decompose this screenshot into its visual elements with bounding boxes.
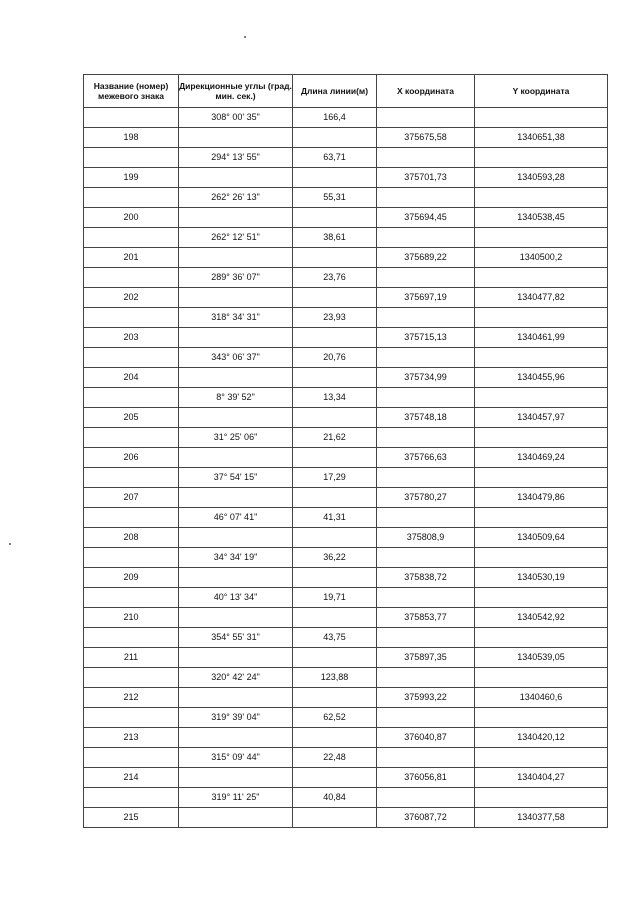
- line-length-cell: [293, 488, 377, 508]
- x-coordinate-cell: 376056,81: [377, 768, 475, 788]
- x-coordinate-cell: [377, 388, 475, 408]
- bearing-angle-cell: 319° 39' 04": [179, 708, 293, 728]
- x-coordinate-cell: [377, 748, 475, 768]
- marker-name-cell: 209: [84, 568, 179, 588]
- table-row: [84, 708, 608, 728]
- y-coordinate-cell: [475, 228, 608, 248]
- x-coordinate-cell: 375897,35: [377, 648, 475, 668]
- table-row: [84, 328, 608, 348]
- table-row: [84, 268, 608, 288]
- x-coordinate-cell: 375748,18: [377, 408, 475, 428]
- y-coordinate-cell: [475, 748, 608, 768]
- marker-name-cell: 214: [84, 768, 179, 788]
- table-row: [84, 348, 608, 368]
- marker-name-cell: [84, 228, 179, 248]
- bearing-angle-cell: 315° 09' 44": [179, 748, 293, 768]
- header-bearing-angle: Дирекционные углы (град. мин. сек.): [179, 75, 293, 108]
- bearing-angle-cell: 343° 06' 37": [179, 348, 293, 368]
- y-coordinate-cell: 1340651,38: [475, 128, 608, 148]
- x-coordinate-cell: [377, 268, 475, 288]
- y-coordinate-cell: [475, 548, 608, 568]
- table-row: [84, 808, 608, 828]
- table-row: [84, 528, 608, 548]
- table-row: [84, 488, 608, 508]
- x-coordinate-cell: [377, 188, 475, 208]
- line-length-cell: 23,76: [293, 268, 377, 288]
- bearing-angle-cell: 40° 13' 34": [179, 588, 293, 608]
- x-coordinate-cell: 375675,58: [377, 128, 475, 148]
- x-coordinate-cell: [377, 668, 475, 688]
- bearing-angle-cell: [179, 248, 293, 268]
- line-length-cell: 22,48: [293, 748, 377, 768]
- bearing-angle-cell: 294° 13' 55": [179, 148, 293, 168]
- y-coordinate-cell: 1340460,6: [475, 688, 608, 708]
- x-coordinate-cell: [377, 508, 475, 528]
- bearing-angle-cell: [179, 128, 293, 148]
- line-length-cell: 41,31: [293, 508, 377, 528]
- table-row: [84, 108, 608, 128]
- bearing-angle-cell: [179, 288, 293, 308]
- line-length-cell: 20,76: [293, 348, 377, 368]
- line-length-cell: [293, 248, 377, 268]
- marker-name-cell: 208: [84, 528, 179, 548]
- line-length-cell: [293, 448, 377, 468]
- table-row: [84, 288, 608, 308]
- x-coordinate-cell: [377, 148, 475, 168]
- marker-name-cell: 205: [84, 408, 179, 428]
- bearing-angle-cell: 262° 26' 13": [179, 188, 293, 208]
- bearing-angle-cell: [179, 168, 293, 188]
- bearing-angle-cell: 37° 54' 15": [179, 468, 293, 488]
- line-length-cell: 40,84: [293, 788, 377, 808]
- line-length-cell: [293, 568, 377, 588]
- x-coordinate-cell: [377, 788, 475, 808]
- y-coordinate-cell: [475, 508, 608, 528]
- table-row: [84, 428, 608, 448]
- bearing-angle-cell: 354° 55' 31": [179, 628, 293, 648]
- y-coordinate-cell: [475, 788, 608, 808]
- marker-name-cell: 202: [84, 288, 179, 308]
- marker-name-cell: [84, 668, 179, 688]
- y-coordinate-cell: [475, 188, 608, 208]
- table-row: [84, 408, 608, 428]
- marker-name-cell: [84, 348, 179, 368]
- marker-name-cell: 213: [84, 728, 179, 748]
- x-coordinate-cell: 375838,72: [377, 568, 475, 588]
- y-coordinate-cell: 1340457,97: [475, 408, 608, 428]
- y-coordinate-cell: [475, 308, 608, 328]
- bearing-angle-cell: [179, 568, 293, 588]
- marker-name-cell: 203: [84, 328, 179, 348]
- header-marker-name: Название (номер) межевого знака: [84, 75, 179, 108]
- x-coordinate-cell: 376040,87: [377, 728, 475, 748]
- table-body: [84, 108, 608, 828]
- table-row: [84, 188, 608, 208]
- table-header: [84, 75, 608, 108]
- marker-name-cell: 211: [84, 648, 179, 668]
- bearing-angle-cell: 31° 25' 06": [179, 428, 293, 448]
- line-length-cell: 23,93: [293, 308, 377, 328]
- x-coordinate-cell: [377, 628, 475, 648]
- line-length-cell: 55,31: [293, 188, 377, 208]
- y-coordinate-cell: 1340593,28: [475, 168, 608, 188]
- table-row: [84, 468, 608, 488]
- table-row: [84, 688, 608, 708]
- table-row: [84, 508, 608, 528]
- y-coordinate-cell: 1340461,99: [475, 328, 608, 348]
- bearing-angle-cell: [179, 728, 293, 748]
- line-length-cell: 166,4: [293, 108, 377, 128]
- marker-name-cell: [84, 108, 179, 128]
- marker-name-cell: [84, 308, 179, 328]
- x-coordinate-cell: 375993,22: [377, 688, 475, 708]
- line-length-cell: 21,62: [293, 428, 377, 448]
- marker-name-cell: [84, 548, 179, 568]
- line-length-cell: [293, 368, 377, 388]
- table-row: [84, 748, 608, 768]
- table-row: [84, 228, 608, 248]
- line-length-cell: 38,61: [293, 228, 377, 248]
- bearing-angle-cell: 319° 11' 25": [179, 788, 293, 808]
- x-coordinate-cell: 375853,77: [377, 608, 475, 628]
- scan-speck-top: [244, 36, 246, 38]
- table-row: [84, 728, 608, 748]
- line-length-cell: 13,34: [293, 388, 377, 408]
- x-coordinate-cell: 375780,27: [377, 488, 475, 508]
- marker-name-cell: 212: [84, 688, 179, 708]
- bearing-angle-cell: 34° 34' 19": [179, 548, 293, 568]
- x-coordinate-cell: 375734,99: [377, 368, 475, 388]
- x-coordinate-cell: 375697,19: [377, 288, 475, 308]
- y-coordinate-cell: 1340377,58: [475, 808, 608, 828]
- table-row: [84, 548, 608, 568]
- y-coordinate-cell: [475, 148, 608, 168]
- table-row: [84, 448, 608, 468]
- line-length-cell: [293, 728, 377, 748]
- y-coordinate-cell: [475, 268, 608, 288]
- marker-name-cell: [84, 268, 179, 288]
- x-coordinate-cell: [377, 348, 475, 368]
- table-row: [84, 168, 608, 188]
- bearing-angle-cell: [179, 488, 293, 508]
- line-length-cell: [293, 408, 377, 428]
- x-coordinate-cell: 375694,45: [377, 208, 475, 228]
- header-row: [84, 75, 608, 108]
- line-length-cell: [293, 208, 377, 228]
- line-length-cell: [293, 808, 377, 828]
- line-length-cell: 63,71: [293, 148, 377, 168]
- bearing-angle-cell: [179, 688, 293, 708]
- marker-name-cell: 199: [84, 168, 179, 188]
- bearing-angle-cell: 308° 00' 35": [179, 108, 293, 128]
- x-coordinate-cell: [377, 468, 475, 488]
- bearing-angle-cell: 262° 12' 51": [179, 228, 293, 248]
- marker-name-cell: [84, 428, 179, 448]
- table-row: [84, 368, 608, 388]
- y-coordinate-cell: [475, 348, 608, 368]
- table-row: [84, 628, 608, 648]
- bearing-angle-cell: [179, 448, 293, 468]
- marker-name-cell: 204: [84, 368, 179, 388]
- table-row: [84, 568, 608, 588]
- marker-name-cell: 215: [84, 808, 179, 828]
- y-coordinate-cell: 1340420,12: [475, 728, 608, 748]
- marker-name-cell: 210: [84, 608, 179, 628]
- bearing-angle-cell: [179, 368, 293, 388]
- line-length-cell: [293, 688, 377, 708]
- x-coordinate-cell: [377, 308, 475, 328]
- bearing-angle-cell: 8° 39' 52": [179, 388, 293, 408]
- table-row: [84, 648, 608, 668]
- scan-speck-left: [9, 543, 11, 545]
- bearing-angle-cell: [179, 208, 293, 228]
- table-row: [84, 308, 608, 328]
- header-line-length: Длина линии(м): [293, 75, 377, 108]
- y-coordinate-cell: [475, 588, 608, 608]
- bearing-angle-cell: [179, 408, 293, 428]
- line-length-cell: [293, 528, 377, 548]
- marker-name-cell: 198: [84, 128, 179, 148]
- table-row: [84, 208, 608, 228]
- table-row: [84, 668, 608, 688]
- bearing-angle-cell: 289° 36' 07": [179, 268, 293, 288]
- x-coordinate-cell: 375701,73: [377, 168, 475, 188]
- marker-name-cell: [84, 788, 179, 808]
- y-coordinate-cell: [475, 428, 608, 448]
- y-coordinate-cell: 1340469,24: [475, 448, 608, 468]
- line-length-cell: 43,75: [293, 628, 377, 648]
- y-coordinate-cell: [475, 668, 608, 688]
- table-row: [84, 588, 608, 608]
- x-coordinate-cell: [377, 108, 475, 128]
- y-coordinate-cell: [475, 108, 608, 128]
- marker-name-cell: 200: [84, 208, 179, 228]
- header-x-coordinate: X координата: [377, 75, 475, 108]
- bearing-angle-cell: 46° 07' 41": [179, 508, 293, 528]
- table-row: [84, 788, 608, 808]
- bearing-angle-cell: 318° 34' 31": [179, 308, 293, 328]
- marker-name-cell: 207: [84, 488, 179, 508]
- line-length-cell: [293, 768, 377, 788]
- x-coordinate-cell: [377, 228, 475, 248]
- x-coordinate-cell: [377, 548, 475, 568]
- marker-name-cell: [84, 508, 179, 528]
- bearing-angle-cell: 320° 42' 24": [179, 668, 293, 688]
- marker-name-cell: 206: [84, 448, 179, 468]
- header-y-coordinate: Y координата: [475, 75, 608, 108]
- x-coordinate-cell: 375689,22: [377, 248, 475, 268]
- marker-name-cell: [84, 468, 179, 488]
- x-coordinate-cell: 376087,72: [377, 808, 475, 828]
- line-length-cell: [293, 288, 377, 308]
- marker-name-cell: 201: [84, 248, 179, 268]
- line-length-cell: 19,71: [293, 588, 377, 608]
- bearing-angle-cell: [179, 648, 293, 668]
- y-coordinate-cell: [475, 708, 608, 728]
- table-row: [84, 148, 608, 168]
- y-coordinate-cell: [475, 388, 608, 408]
- marker-name-cell: [84, 628, 179, 648]
- x-coordinate-cell: [377, 428, 475, 448]
- bearing-angle-cell: [179, 608, 293, 628]
- x-coordinate-cell: 375715,13: [377, 328, 475, 348]
- y-coordinate-cell: 1340500,2: [475, 248, 608, 268]
- y-coordinate-cell: 1340455,96: [475, 368, 608, 388]
- y-coordinate-cell: 1340530,19: [475, 568, 608, 588]
- line-length-cell: 17,29: [293, 468, 377, 488]
- x-coordinate-cell: 375766,63: [377, 448, 475, 468]
- x-coordinate-cell: 375808,9: [377, 528, 475, 548]
- y-coordinate-cell: 1340509,64: [475, 528, 608, 548]
- x-coordinate-cell: [377, 588, 475, 608]
- marker-name-cell: [84, 188, 179, 208]
- y-coordinate-cell: 1340404,27: [475, 768, 608, 788]
- line-length-cell: [293, 648, 377, 668]
- y-coordinate-cell: 1340538,45: [475, 208, 608, 228]
- bearing-angle-cell: [179, 528, 293, 548]
- table-row: [84, 248, 608, 268]
- table-row: [84, 388, 608, 408]
- y-coordinate-cell: 1340542,92: [475, 608, 608, 628]
- marker-name-cell: [84, 588, 179, 608]
- y-coordinate-cell: 1340479,86: [475, 488, 608, 508]
- table-row: [84, 128, 608, 148]
- line-length-cell: [293, 328, 377, 348]
- bearing-angle-cell: [179, 768, 293, 788]
- table-row: [84, 608, 608, 628]
- boundary-coordinates-table: [83, 74, 608, 828]
- marker-name-cell: [84, 748, 179, 768]
- marker-name-cell: [84, 148, 179, 168]
- line-length-cell: [293, 128, 377, 148]
- line-length-cell: [293, 608, 377, 628]
- line-length-cell: 62,52: [293, 708, 377, 728]
- bearing-angle-cell: [179, 808, 293, 828]
- y-coordinate-cell: 1340477,82: [475, 288, 608, 308]
- table-row: [84, 768, 608, 788]
- marker-name-cell: [84, 708, 179, 728]
- line-length-cell: [293, 168, 377, 188]
- line-length-cell: 36,22: [293, 548, 377, 568]
- x-coordinate-cell: [377, 708, 475, 728]
- marker-name-cell: [84, 388, 179, 408]
- y-coordinate-cell: [475, 468, 608, 488]
- line-length-cell: 123,88: [293, 668, 377, 688]
- bearing-angle-cell: [179, 328, 293, 348]
- y-coordinate-cell: 1340539,05: [475, 648, 608, 668]
- y-coordinate-cell: [475, 628, 608, 648]
